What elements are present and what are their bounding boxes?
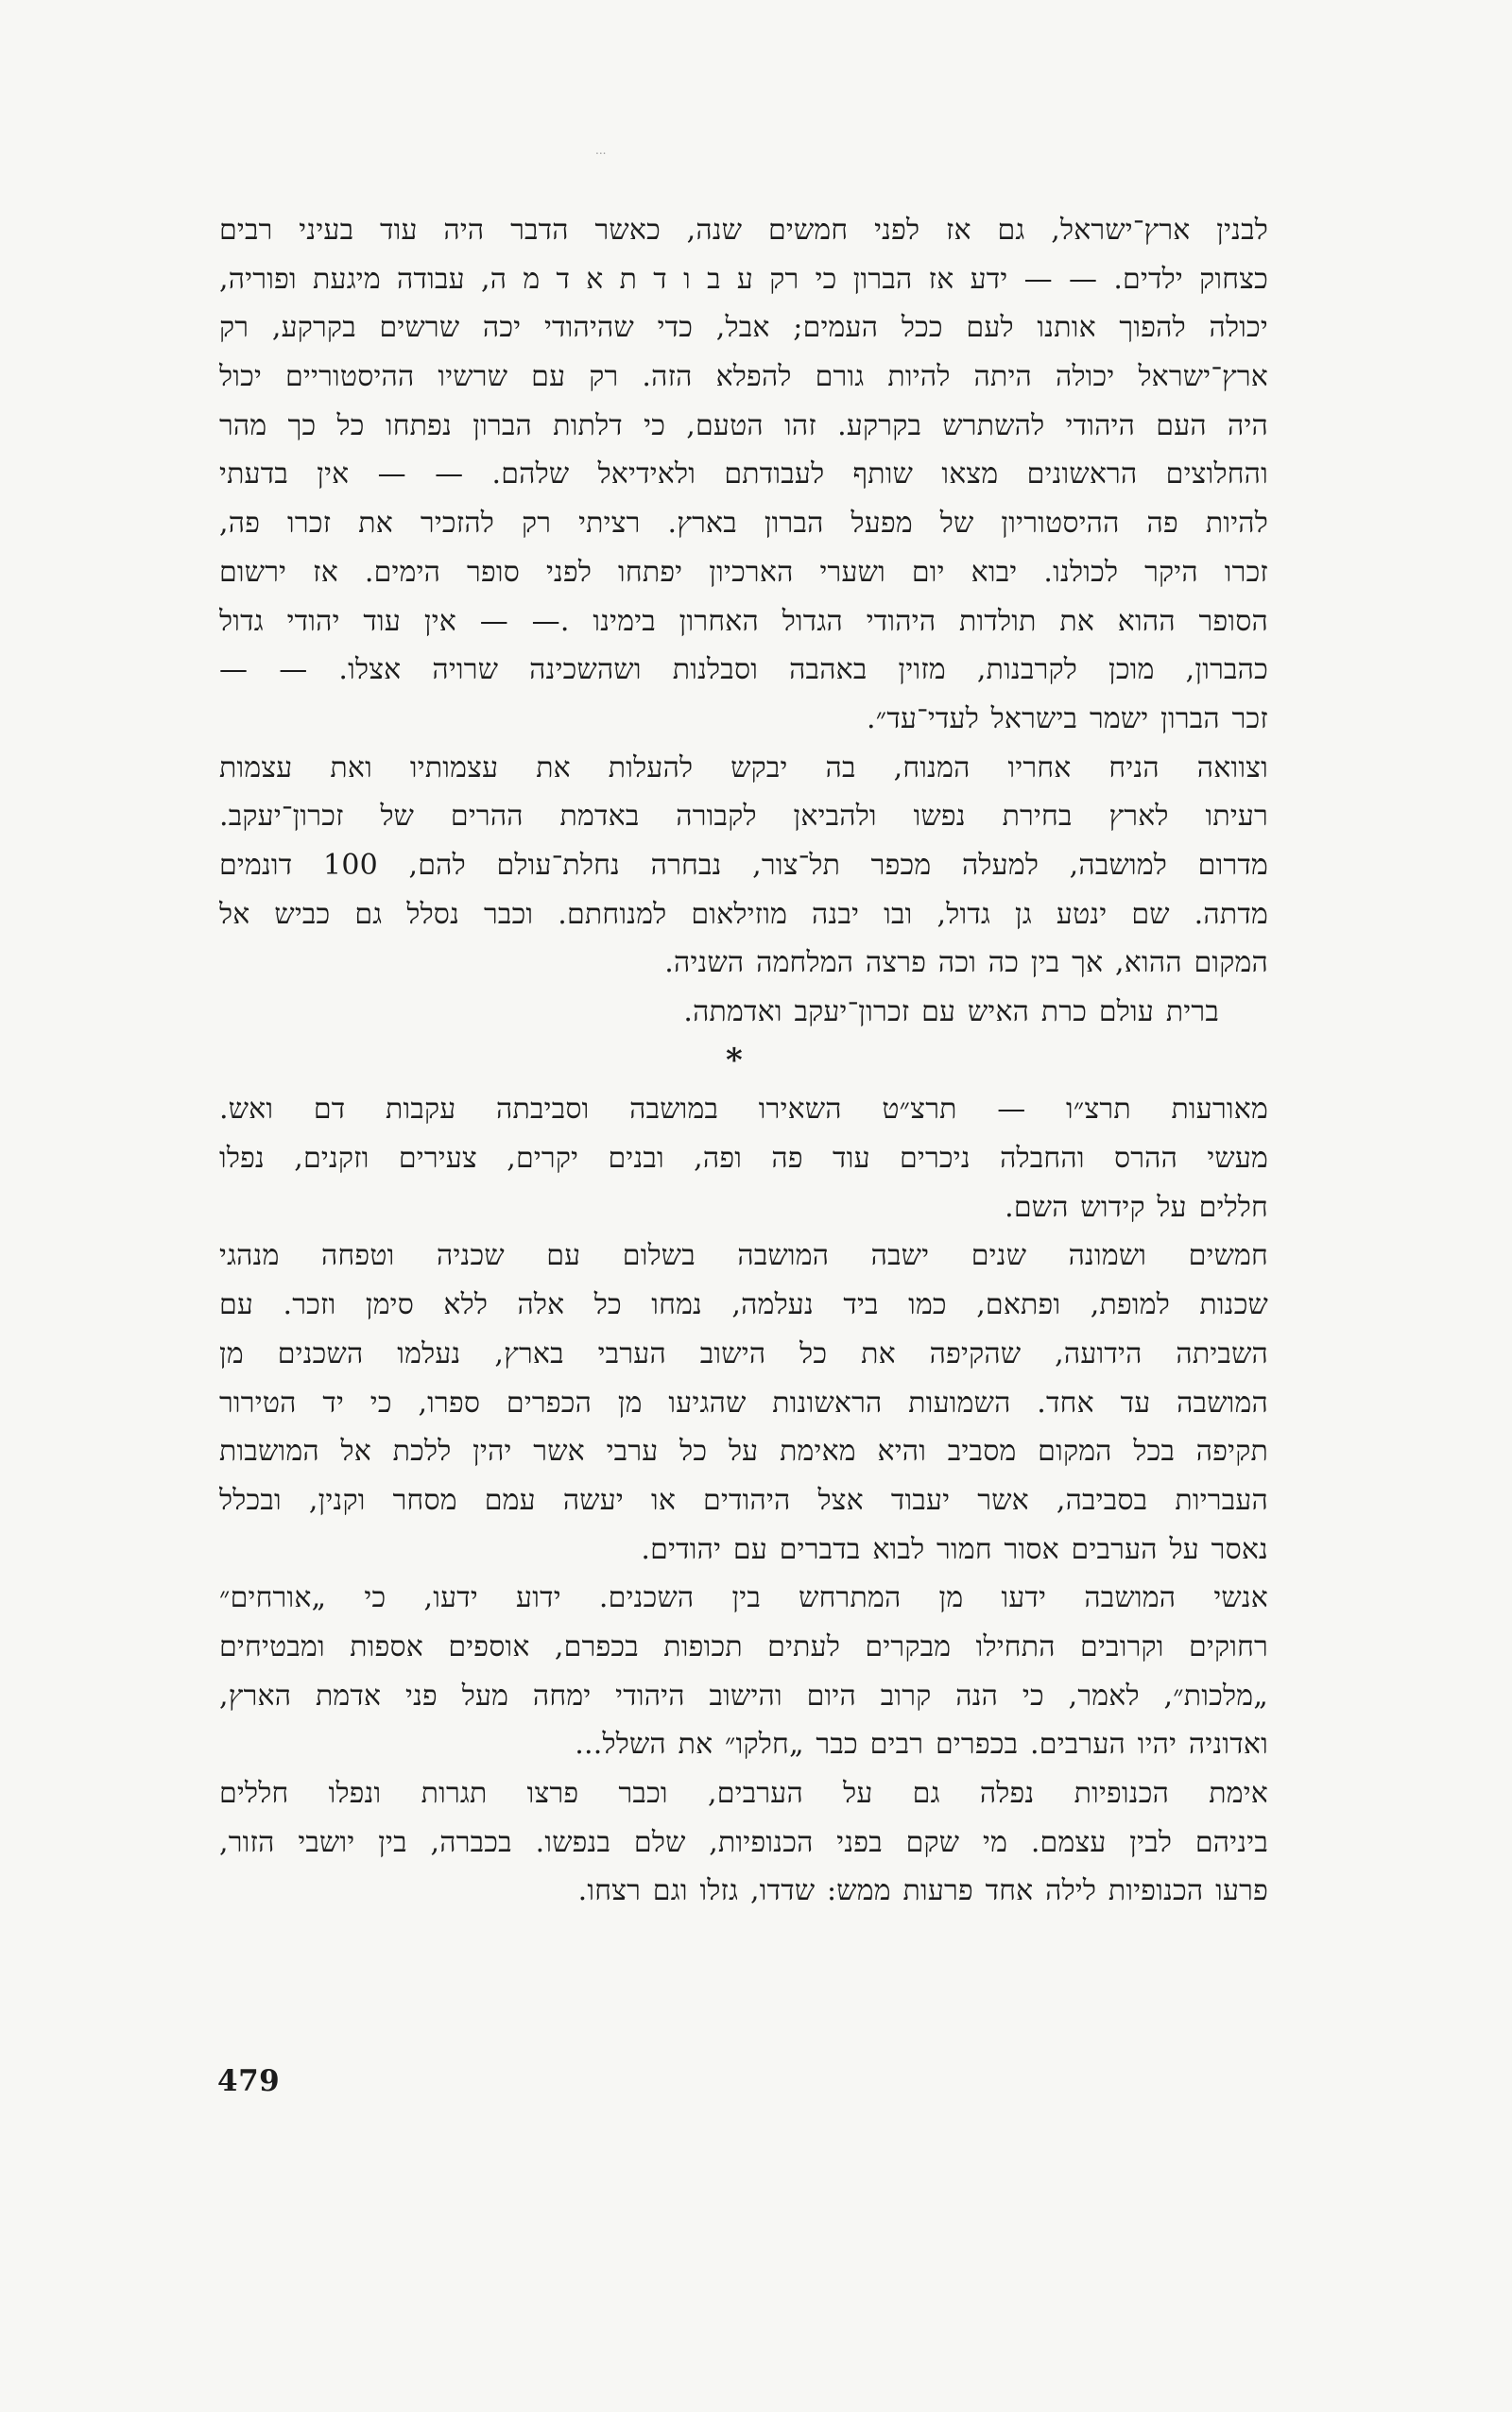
paragraph [219, 988, 1268, 1037]
text-line: מדרום למושבה, למעלה מכפר תל־צור, נבחרה נחלת־עולם להם, 100 דונמים [219, 848, 1268, 882]
text-line: שכנות למופת, ופתאם, כמו ביד נעלמה, נמחו כל אלה ללא סימן וזכר. עם [219, 1288, 1268, 1322]
page-number: 479 [217, 2064, 281, 2098]
text-line: לבנין ארץ־ישראל, גם אז לפני חמשים שנה, כאשר הדבר היה עוד בעיני רבים [219, 214, 1268, 247]
text-line: היה העם היהודי להשתרש בקרקע. זהו הטעם, כי דלתות הברון נפתחו כל כך מהר [219, 408, 1268, 442]
text-line: כצחוק ילדים. — — ידע אז הברון כי רק ע ב ו ד ת א ד מ ה, עבודה מיגעת ופוריה, [219, 262, 1268, 296]
section-separator: * [726, 1041, 743, 1079]
text-line: יכולה להפוך אותנו לעם ככל העמים; אבל, כדי שהיהודי יכה שרשים בקרקע, רק [219, 311, 1268, 345]
text-line: ואדוניה יהיו הערבים. בכפרים רבים כבר „חלקו״ את השלל... [575, 1728, 1268, 1762]
text-line: רעיתו לארץ בחירת נפשו ולהביאן לקבורה באדמת ההרים של זכרון־יעקב. [219, 800, 1268, 834]
text-line: השביתה הידועה, שהקיפה את כל הישוב הערבי בארץ, נעלמו השכנים מן [219, 1336, 1268, 1370]
text-line: ארץ־ישראל יכולה היתה להיות גורם להפלא הזה. רק עם שרשיו ההיסטוריים יכול [219, 360, 1268, 394]
text-line: המושבה עד אחד. השמועות הראשונות שהגיעו מן הכפרים ספרו, כי יד הטירור [219, 1386, 1268, 1420]
paragraph [219, 1574, 1268, 1769]
text-line: חמשים ושמונה שנים ישבה המושבה בשלום עם שכניה וטפחה מנהגי [219, 1239, 1268, 1273]
text-line: מדתה. שם ינטע גן גדול, ובו יבנה מוזילאום למנוחתם. וכבר נסלל גם כביש אל [219, 897, 1268, 931]
text-line: אימת הכנופיות נפלה גם על הערבים, וכבר פרצו תגרות ונפלו חללים [219, 1777, 1268, 1810]
paragraph [219, 744, 1268, 988]
text-line: העבריות בסביבה, אשר יעבוד אצל היהודים או יעשה עמם מסחר וקנין, ובכלל [219, 1483, 1268, 1517]
paragraph [219, 1232, 1268, 1574]
text-line: המקום ההוא, אך בין כה וכה פרצה המלחמה השניה. [664, 946, 1268, 980]
text-line: כהברון, מוכן לקרבנות, מזוין באהבה וסבלנות ושהשכינה שרויה אצלו. — — [219, 653, 1268, 687]
text-line: רחוקים וקרובים התחילו מבקרים לעתים תכופות בכפרם, אוספים אספות ומבטיחים [219, 1629, 1268, 1663]
text-line: אנשי המושבה ידעו מן המתרחש בין השכנים. ידוע ידעו, כי „אורחים״ [219, 1581, 1268, 1615]
text-line: „מלכות״, לאמר, כי הנה קרוב היום והישוב היהודי ימחה מעל פני אדמת הארץ, [219, 1679, 1268, 1713]
text-line: חללים על קידוש השם. [1005, 1190, 1268, 1224]
text-line: ביניהם לבין עצמם. מי שקם בפני הכנופיות, שלם בנפשו. בכברה, בין יושבי הזור, [219, 1825, 1268, 1859]
text-line: והחלוצים הראשונים מצאו שותף לעבודתם ולאידיאל שלהם. — — אין בדעתי [219, 457, 1268, 491]
text-line: ברית עולם כרת האיש עם זכרון־יעקב ואדמתה. [683, 995, 1219, 1028]
paragraph [219, 1085, 1268, 1232]
text-line: להיות פה ההיסטוריון של מפעל הברון בארץ. רציתי רק להזכיר את זכרו פה, [219, 507, 1268, 541]
text-line: וצוואה הניח אחריו המנוח, בה יבקש להעלות את עצמותיו ואת עצמות [219, 750, 1268, 784]
paragraph [219, 1769, 1268, 1916]
text-line: תקיפה בכל המקום מסביב והיא מאימת על כל ערבי אשר יהין ללכת אל המושבות [219, 1435, 1268, 1469]
scan-artifact-mark: ... [595, 144, 607, 157]
text-line: מעשי ההרס והחבלה ניכרים עוד פה ופה, ובנים יקרים, צעירים וזקנים, נפלו [219, 1142, 1268, 1176]
body-text [219, 206, 1268, 1916]
text-line: זכר הברון ישמר בישראל לעדי־עד״. [867, 701, 1268, 735]
paragraph [219, 206, 1268, 744]
text-line: זכרו היקר לכולנו. יבוא יום ושערי הארכיון יפתחו לפני סופר הימים. אז ירשום [219, 555, 1268, 589]
text-line: מאורעות תרצ״ו — תרצ״ט השאירו במושבה וסביבתה עקבות דם ואש. [219, 1093, 1268, 1127]
text-line: פרעו הכנופיות לילה אחד פרעות ממש: שדדו, גזלו וגם רצחו. [577, 1874, 1268, 1908]
text-line: הסופר ההוא את תולדות היהודי הגדול האחרון בימינו .— — אין עוד יהודי גדול [219, 604, 1268, 638]
text-line: נאסר על הערבים אסור חמור לבוא בדברים עם יהודים. [641, 1532, 1268, 1566]
